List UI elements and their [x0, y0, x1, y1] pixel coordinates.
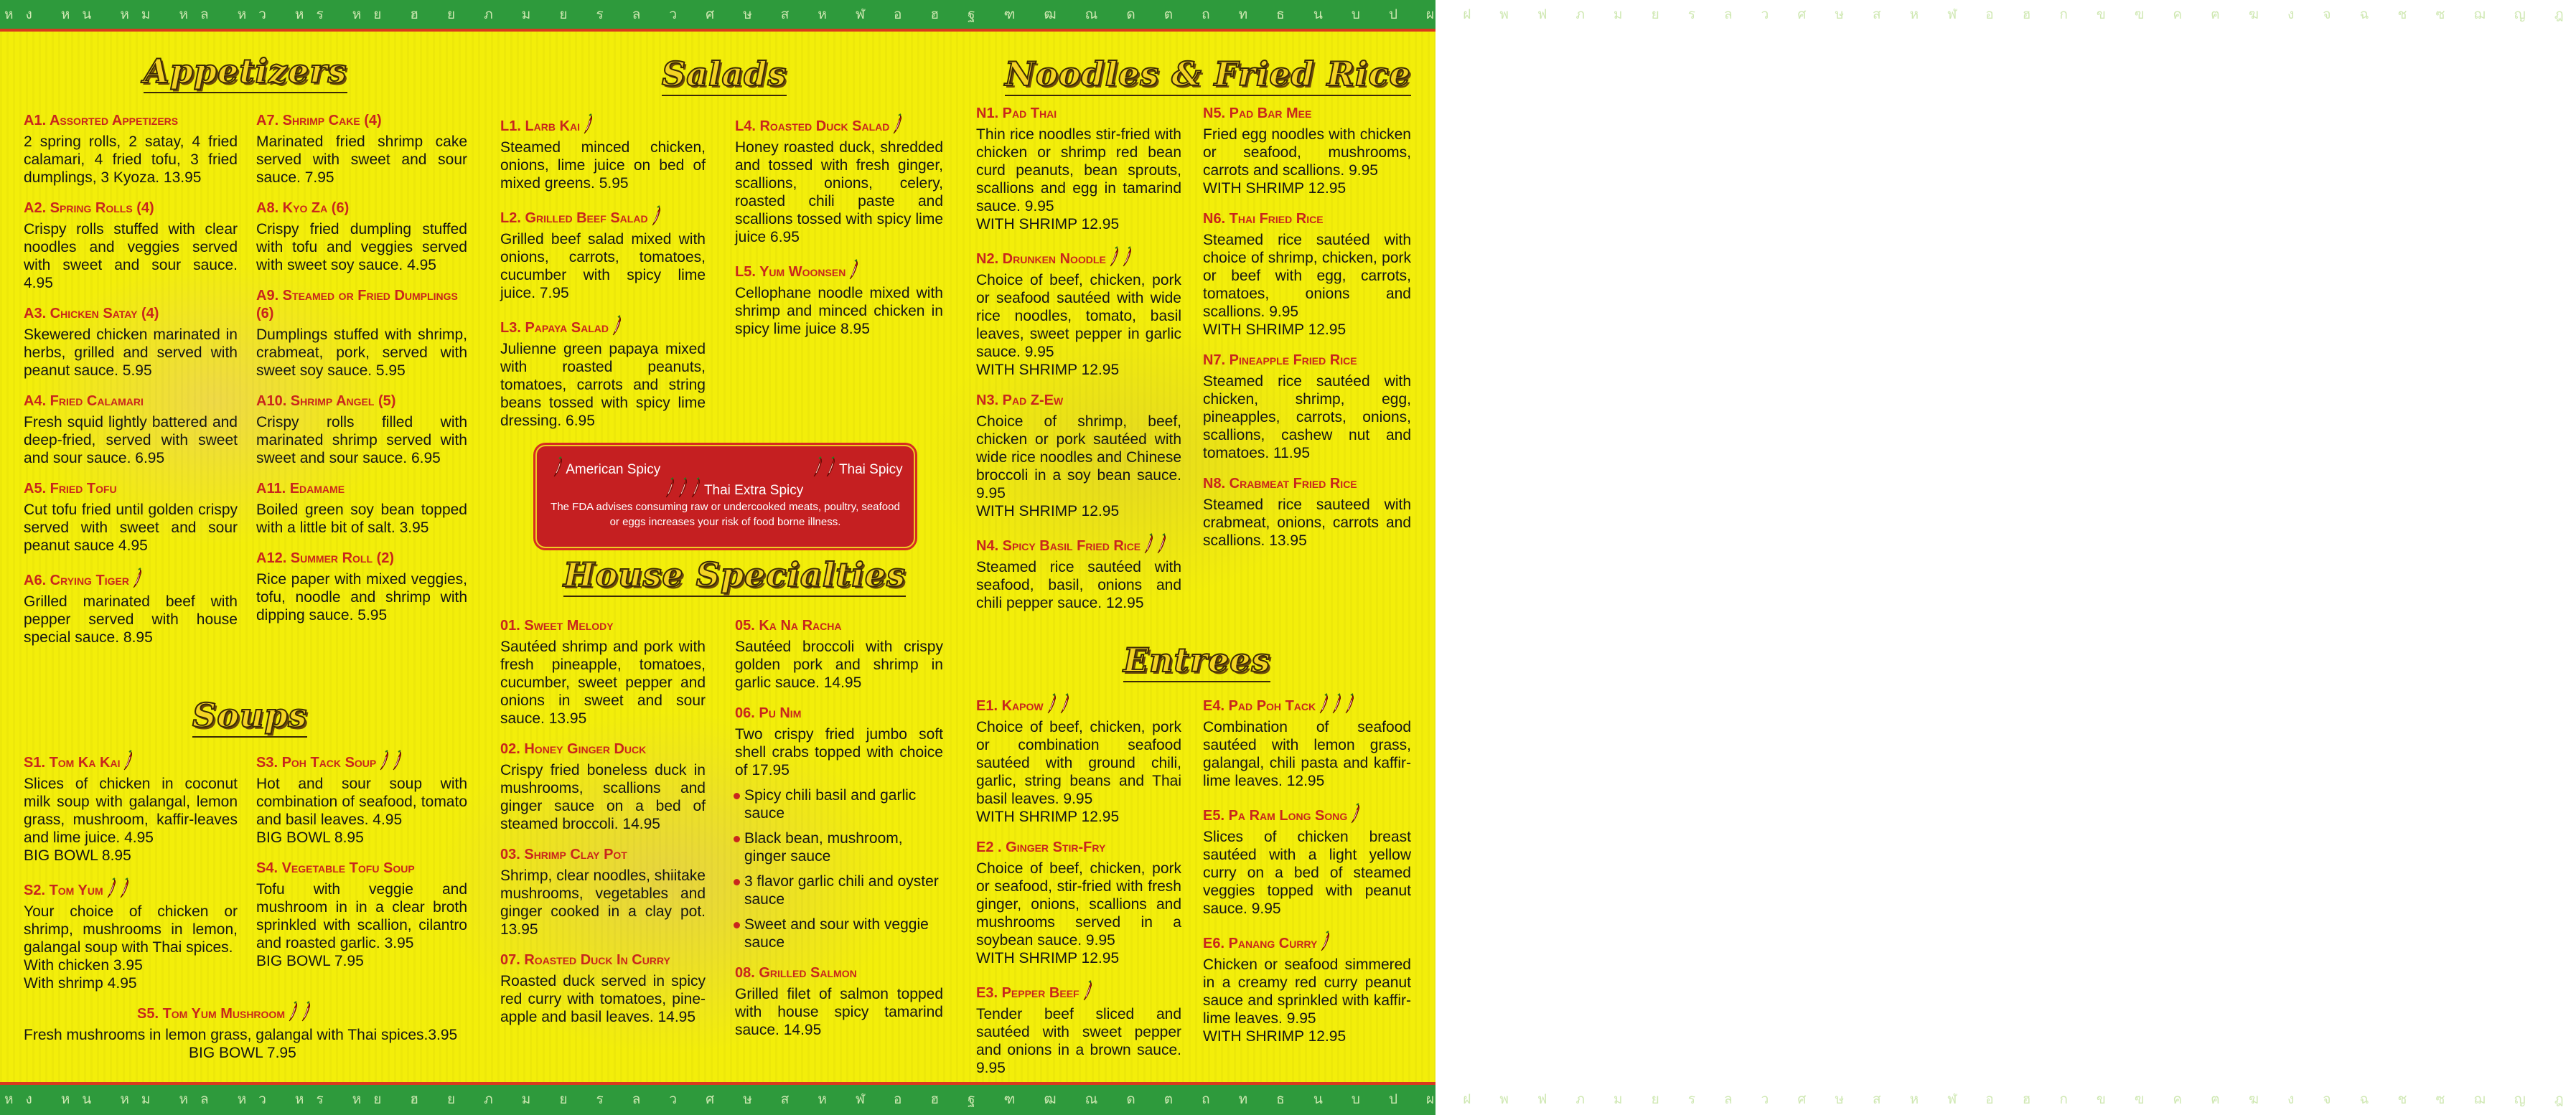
menu-item	[500, 951, 706, 1026]
menu-item-extra-price: With chicken 3.95	[24, 957, 143, 974]
menu-item	[735, 259, 943, 338]
menu-item	[500, 205, 706, 302]
menu-item-name-text: E1. Kapow	[976, 698, 1044, 714]
chili-pepper-icon	[690, 477, 701, 499]
menu-item	[735, 113, 943, 246]
menu-item	[500, 617, 706, 728]
menu-item-name-text: E4. Pad Poh Tack	[1203, 698, 1316, 714]
chili-pepper-icon	[892, 113, 902, 135]
menu-item-description: Fried egg noodles with chicken or seafood, mushrooms, carrots and scallions. 9.95	[1203, 126, 1411, 179]
menu-item	[976, 246, 1181, 379]
menu-item-name-text: N4. Spicy Basil Fried Rice	[976, 538, 1141, 554]
appetizers-column-2	[256, 112, 467, 637]
salads-column-1	[500, 113, 706, 443]
menu-item-name-text: A8. Kyo Za (6)	[256, 200, 350, 216]
menu-item	[24, 199, 238, 292]
menu-item-name	[256, 112, 467, 130]
menu-item	[500, 113, 706, 192]
menu-item-name	[735, 705, 943, 723]
menu-item-description: Honey roasted duck, shredded and tossed with fresh ginger, scallions, onions, celery, roasted chili paste and scallions tossed with spicy lime juice 6.95	[735, 139, 943, 245]
legend-pepper-icons	[662, 483, 701, 498]
menu-item-name-text: N6. Thai Fried Rice	[1203, 211, 1324, 227]
menu-item	[24, 1001, 467, 1062]
menu-item-extra-price: WITH SHRIMP 12.95	[976, 950, 1120, 966]
menu-item-name-text: A4. Fried Calamari	[24, 393, 144, 409]
chili-pepper-icon	[379, 750, 389, 771]
chili-pepper-icon	[1350, 803, 1360, 824]
menu-item-name	[1203, 210, 1411, 228]
chili-pepper-icon	[1059, 693, 1069, 715]
menu-item-description: Crispy rolls stuffed with clear noodles and veggies served with sweet and sour sauce. 4.95	[24, 221, 238, 291]
section-title-soups: Soups	[192, 696, 308, 735]
menu-item-name	[735, 259, 943, 281]
menu-item	[735, 705, 943, 951]
entrees-column-2	[1203, 693, 1411, 1058]
menu-item-description: Skewered chicken marinated in herbs, grilled and served with peanut sauce. 5.95	[24, 326, 238, 379]
menu-item-description: Steamed rice sauteed with crabmeat, onions, carrots and scallions. 13.95	[1203, 497, 1411, 549]
menu-item-name-text: A1. Assorted Appetizers	[24, 113, 179, 128]
chili-pepper-icon	[1156, 533, 1166, 555]
menu-item-name-text: N8. Crabmeat Fried Rice	[1203, 476, 1357, 491]
menu-item-description: Grilled filet of salmon topped with house spicy tamarind sauce. 14.95	[735, 986, 943, 1038]
menu-item-name-text: A7. Shrimp Cake (4)	[256, 113, 382, 128]
menu-item-name-text: S3. Poh Tack Soup	[256, 755, 377, 771]
soups-column-1	[24, 750, 238, 1005]
sauce-option	[735, 786, 943, 822]
menu-item-name	[976, 839, 1181, 857]
menu-item-name-text: A3. Chicken Satay (4)	[24, 306, 159, 321]
menu-item	[976, 105, 1181, 233]
legend-thai: Thai Spicy	[810, 456, 903, 478]
menu-item	[24, 878, 238, 992]
chili-pepper-icon	[1143, 533, 1153, 555]
menu-item-extra-price: WITH SHRIMP 12.95	[1203, 321, 1346, 338]
chili-pepper-icon	[106, 878, 116, 899]
menu-item	[1203, 931, 1411, 1045]
spicy-legend	[535, 445, 915, 548]
menu-item	[24, 480, 238, 555]
menu-item	[1203, 803, 1411, 918]
menu-item-name-text: N5. Pad Bar Mee	[1203, 105, 1312, 121]
menu-item-description: Sautéed broccoli with crispy golden pork and shrimp in garlic sauce. 14.95	[735, 639, 943, 691]
menu-item-name-text: L1. Larb Kai	[500, 118, 581, 134]
menu-item-extra-price: BIG BOWL 7.95	[256, 953, 364, 969]
menu-item	[256, 392, 467, 467]
menu-item-name-text: 01. Sweet Melody	[500, 618, 614, 634]
chili-pepper-icon	[1320, 931, 1330, 952]
menu-item-extra-price: WITH SHRIMP 12.95	[976, 809, 1120, 825]
menu-item-extra-price: BIG BOWL 8.95	[24, 847, 131, 864]
menu-item-description: Fresh squid lightly battered and deep-fried, served with sweet and sour sauce. 6.95	[24, 414, 238, 466]
menu-item	[976, 980, 1181, 1077]
menu-item	[1203, 352, 1411, 462]
thai-letter-border-top	[0, 0, 2576, 32]
menu-item-name-text: N2. Drunken Noodle	[976, 251, 1106, 267]
menu-item	[1203, 475, 1411, 550]
menu-item-name	[256, 480, 467, 498]
chili-pepper-icon	[123, 750, 133, 771]
menu-item	[24, 392, 238, 467]
menu-item	[1203, 693, 1411, 790]
soups-column-2	[256, 750, 467, 983]
menu-item-description: Tofu with veggie and mushroom in in a clear broth sprinkled with scallion, cilantro and roasted garlic. 3.95	[256, 881, 467, 951]
chili-pepper-icon	[651, 205, 661, 227]
menu-item-name	[256, 550, 467, 568]
menu-item-name-text: 06. Pu Nim	[735, 705, 802, 721]
menu-item	[976, 392, 1181, 520]
noodles-column-1	[976, 105, 1181, 625]
menu-item-name	[976, 392, 1181, 410]
menu-item-description: Sautéed shrimp and pork with fresh pineapple, tomatoes, cucumber, sweet pepper and onions in sweet and sour sauce. 13.95	[500, 639, 706, 727]
menu-item-name	[500, 951, 706, 969]
menu-item-description: Julienne green papaya mixed with roasted peanuts, tomatoes, carrots and string beans tossed with spicy lime dressing. 6.95	[500, 341, 706, 429]
section-title-house-specialties: House Specialties	[563, 555, 907, 594]
chili-pepper-icon	[848, 259, 858, 281]
menu-item-name	[735, 113, 943, 136]
legend-american: American Spicy	[550, 456, 660, 478]
bullet-icon	[734, 793, 740, 799]
menu-item-name-text: N7. Pineapple Fried Rice	[1203, 352, 1357, 368]
chili-pepper-icon	[301, 1001, 311, 1022]
chili-pepper-icon	[1319, 693, 1329, 715]
appetizers-column-1	[24, 112, 238, 659]
menu-item-name-text: A9. Steamed or Fried Dumplings (6)	[256, 288, 458, 321]
menu-item-name	[24, 878, 238, 900]
menu-item-description: Choice of beef, chicken, pork or seafood, stir-fried with fresh ginger, onions, scallions and mushrooms served in a soybean sauce. 9.95	[976, 860, 1181, 949]
menu-item-description: Choice of beef, chicken, pork or seafood sautéed with wide rice noodles, tomato, basil leaves, sweet pepper in garlic sauce. 9.95	[976, 272, 1181, 360]
menu-item-name-text: E6. Panang Curry	[1203, 936, 1318, 951]
menu-item	[256, 550, 467, 624]
menu-item-description: Fresh mushrooms in lemon grass, galangal with Thai spices.3.95	[24, 1027, 458, 1043]
menu-item-name	[256, 199, 467, 217]
menu-item-name	[735, 964, 943, 982]
menu-item	[24, 305, 238, 380]
menu-item-name	[500, 740, 706, 758]
menu-item-description: 2 spring rolls, 2 satay, 4 fried calamari, 4 fried tofu, 3 fried dumplings, 3 Kyoza. 13.95	[24, 133, 238, 186]
menu-item	[735, 964, 943, 1039]
fda-advisory: The FDA advises consuming raw or undercooked meats, poultry, seafood or eggs increases your risk of food borne illness.	[551, 501, 900, 528]
chili-pepper-icon	[1046, 693, 1057, 715]
menu-item-name	[976, 693, 1181, 715]
menu-item-description: Steamed rice sautéed with chicken, shrimp, egg, pineapples, carrots, onions, scallions, cashew nut and tomatoes. 11.95	[1203, 373, 1411, 461]
menu-item-name	[24, 480, 238, 498]
chili-pepper-icon	[612, 315, 622, 337]
menu-item-description: Crispy rolls filled with marinated shrimp served with sweet and sour sauce. 6.95	[256, 414, 467, 466]
menu-item-name-text: E2 . Ginger Stir-Fry	[976, 839, 1106, 855]
sauce-option-text: Spicy chili basil and garlic sauce	[744, 787, 917, 822]
menu-item	[256, 750, 467, 847]
menu-item-description: Combination of seafood sautéed with lemon grass, galangal, chili pasta and kaffir-lime leaves. 12.95	[1203, 719, 1411, 789]
menu-item-name-text: 02. Honey Ginger Duck	[500, 741, 647, 757]
menu-item-description: Slices of chicken breast sautéed with a light yellow curry on a bed of steamed veggies topped with peanut sauce. 9.95	[1203, 829, 1411, 917]
menu-item-name	[500, 617, 706, 635]
section-title-entrees: Entrees	[1123, 641, 1271, 679]
menu-item-description: Steamed rice sautéed with choice of shrimp, chicken, pork or beef with egg, carrots, tomatoes, onions and scallions. 9.95	[1203, 232, 1411, 320]
menu-item-extra-price: WITH SHRIMP 12.95	[1203, 180, 1346, 197]
menu-item-description: Marinated fried shrimp cake served with sweet and sour sauce. 7.95	[256, 133, 467, 186]
menu-item-extra-price: WITH SHRIMP 12.95	[976, 362, 1120, 378]
menu-item-name	[24, 305, 238, 323]
menu-item-name-text: E3. Pepper Beef	[976, 985, 1079, 1001]
menu-item-description: Hot and sour soup with combination of seafood, tomato and basil leaves. 4.95	[256, 776, 467, 828]
menu-item-description: Steamed rice sautéed with seafood, basil, onions and chili pepper sauce. 12.95	[976, 559, 1181, 611]
menu-item-description: Shrimp, clear noodles, shiitake mushrooms, vegetables and ginger cooked in a clay pot. 13.95	[500, 867, 706, 938]
menu-item-description: Your choice of chicken or shrimp, mushrooms in lemon, galangal soup with Thai spices.	[24, 903, 238, 956]
menu-item-name-text: S2. Tom Yum	[24, 883, 103, 898]
menu-item-name	[1203, 105, 1411, 123]
menu-item-extra-price: WITH SHRIMP 12.95	[976, 216, 1120, 232]
sauce-option-text: 3 flavor garlic chili and oyster sauce	[744, 873, 939, 908]
menu-item	[500, 315, 706, 430]
menu-item-name	[976, 533, 1181, 555]
menu-item	[976, 533, 1181, 612]
menu-item-name	[24, 750, 238, 772]
menu-item-name-text: A6. Crying Tiger	[24, 573, 129, 588]
sauce-option-text: Black bean, mushroom, ginger sauce	[744, 830, 903, 865]
menu-item	[976, 839, 1181, 967]
chili-pepper-icon	[119, 878, 129, 899]
menu-item	[500, 846, 706, 938]
menu-item-description: Two crispy fried jumbo soft shell crabs topped with choice of 17.95	[735, 726, 943, 778]
salads-column-2	[735, 113, 943, 351]
chili-pepper-icon	[678, 477, 688, 499]
menu-item-name	[24, 199, 238, 217]
menu-item-name	[1203, 931, 1411, 953]
menu-item-description: Choice of shrimp, beef, chicken or pork sautéed with wide rice noodles and Chinese broccoli in a soy bean sauce. 9.95	[976, 413, 1182, 502]
menu-item	[1203, 105, 1411, 197]
menu-item	[256, 860, 467, 970]
menu-item	[24, 112, 238, 187]
border-text: หง หน หม หล หว หร หย ฮ ย ภ ม ย ร ล ว ศ ษ ส ห ฬ อ ฮ ฐ ฑ ฒ ณ ด ต ถ ท ธ น บ ป ผ ฝ พ ฟ ภ ม ย ร ล ว ศ ษ ส ห ฬ อ ฮ ก ข ฃ ค ฅ ฆ ง จ ฉ ช ซ ฌ ญ ฎ	[4, 6, 2576, 22]
menu-item	[256, 480, 467, 537]
house-column-1	[500, 617, 706, 1039]
menu-item	[735, 617, 943, 692]
menu-item-name-text: A10. Shrimp Angel (5)	[256, 393, 396, 409]
legend-extra: Thai Extra Spicy	[662, 477, 803, 499]
menu-item-name-text: S1. Tom Ka Kai	[24, 755, 121, 771]
entrees-column-1	[976, 693, 1181, 1090]
soup-s5	[24, 1001, 467, 1075]
house-column-2	[735, 617, 943, 1052]
menu-item-name	[24, 1001, 467, 1023]
chili-pepper-icon	[812, 456, 823, 478]
menu-item-description: Choice of beef, chicken, pork or combination seafood sautéed with ground chili, garlic, string beans and Thai basil leaves. 9.95	[976, 719, 1181, 807]
menu-item-name-text: 08. Grilled Salmon	[735, 965, 857, 981]
bullet-icon	[734, 922, 740, 928]
section-title-noodles-fried-rice: Noodles & Fried Rice	[1005, 55, 1411, 93]
section-title-salads: Salads	[662, 55, 787, 93]
menu-item-name-text: E5. Pa Ram Long Song	[1203, 808, 1348, 824]
menu-item-name	[256, 860, 467, 878]
menu-item-name	[24, 112, 238, 130]
menu-item	[500, 740, 706, 833]
chili-pepper-icon	[1082, 980, 1092, 1002]
menu-item-name	[500, 846, 706, 864]
menu-item-description: Cellophane noodle mixed with shrimp and minced chicken in spicy lime juice 8.95	[735, 285, 943, 337]
chili-pepper-icon	[1109, 246, 1119, 268]
menu-item-description: Grilled marinated beef with pepper served with house special sauce. 8.95	[24, 593, 238, 646]
menu-item-name-text: A12. Summer Roll (2)	[256, 550, 395, 566]
menu-item-name	[256, 392, 467, 410]
menu-item-name-text: 03. Shrimp Clay Pot	[500, 847, 627, 862]
menu-item-name	[256, 750, 467, 772]
menu-item-name	[24, 392, 238, 410]
menu-item-name-text: S5. Tom Yum Mushroom	[137, 1006, 285, 1022]
chili-pepper-icon	[825, 456, 835, 478]
sauce-option	[735, 872, 943, 908]
menu-item-name	[976, 105, 1181, 123]
chili-pepper-icon	[392, 750, 402, 771]
legend-pepper-icons	[810, 462, 835, 477]
menu-item-name	[24, 568, 238, 590]
menu-item-name	[1203, 352, 1411, 370]
menu-item-extra-price: BIG BOWL 7.95	[189, 1045, 296, 1061]
sauce-option-text: Sweet and sour with veggie sauce	[744, 916, 929, 951]
menu-item-name	[735, 617, 943, 635]
chili-pepper-icon	[553, 456, 563, 478]
chili-pepper-icon	[665, 477, 675, 499]
menu-item-name	[500, 315, 706, 337]
menu-item-description: Slices of chicken in coconut milk soup with galangal, lemon grass, mushroom, kaffir-leaves and lime juice. 4.95	[24, 776, 238, 846]
bullet-icon	[734, 879, 740, 885]
menu-item-name	[1203, 693, 1411, 715]
menu-item-extra-price: With shrimp 4.95	[24, 975, 137, 992]
menu-item	[24, 568, 238, 646]
menu-item-name-text: A5. Fried Tofu	[24, 481, 117, 497]
menu-item	[1203, 210, 1411, 339]
menu-item-name-text: L2. Grilled Beef Salad	[500, 210, 648, 226]
menu-item-extra-price: BIG BOWL 8.95	[256, 829, 364, 846]
border-text: หง หน หม หล หว หร หย ฮ ย ภ ม ย ร ล ว ศ ษ ส ห ฬ อ ฮ ฐ ฑ ฒ ณ ด ต ถ ท ธ น บ ป ผ ฝ พ ฟ ภ ม ย ร ล ว ศ ษ ส ห ฬ อ ฮ ก ข ฃ ค ฅ ฆ ง จ ฉ ช ซ ฌ ญ ฎ	[4, 1091, 2576, 1107]
menu-item-description: Crispy fried dumpling stuffed with tofu and veggies served with sweet soy sauce. 4.95	[256, 221, 467, 273]
menu-item-name	[256, 287, 467, 323]
menu-item-extra-price: WITH SHRIMP 12.95	[976, 503, 1120, 519]
menu-item-description: Boiled green soy bean topped with a little bit of salt. 3.95	[256, 502, 467, 536]
thai-letter-border-bottom	[0, 1082, 2576, 1115]
chili-pepper-icon	[583, 113, 593, 135]
menu-item-description: Steamed minced chicken, onions, lime juice on bed of mixed greens. 5.95	[500, 139, 706, 192]
menu-item	[24, 750, 238, 865]
menu-item-name-text: A2. Spring Rolls (4)	[24, 200, 154, 216]
menu-item-name-text: L4. Roasted Duck Salad	[735, 118, 890, 134]
chili-pepper-icon	[1122, 246, 1132, 268]
menu-item-description: Dumplings stuffed with shrimp, crabmeat, pork, served with sweet soy sauce. 5.95	[256, 326, 467, 379]
menu-item-description: Thin rice noodles stir-fried with chicken or shrimp red bean curd peanuts, bean sprouts, scallions and egg in tamarind sauce. 9.95	[976, 126, 1181, 215]
menu-item-name	[1203, 475, 1411, 493]
menu-item-name-text: A11. Edamame	[256, 481, 345, 497]
menu-item-description: Rice paper with mixed veggies, tofu, noodle and shrimp with dipping sauce. 5.95	[256, 571, 467, 624]
menu-item-name-text: 07. Roasted Duck In Curry	[500, 952, 670, 968]
legend-pepper-icons	[550, 462, 563, 477]
sauce-option	[735, 916, 943, 951]
menu-item	[976, 693, 1181, 826]
menu-item-name-text: S4. Vegetable Tofu Soup	[256, 860, 415, 876]
menu-item-name	[1203, 803, 1411, 825]
chili-pepper-icon	[132, 568, 142, 589]
noodles-column-2	[1203, 105, 1411, 563]
menu-item	[256, 287, 467, 380]
chili-pepper-icon	[1344, 693, 1354, 715]
menu-item-description: Tender beef sliced and sautéed with sweet pepper and onions in a brown sauce. 9.95	[976, 1006, 1181, 1076]
menu-item-description: Chicken or seafood simmered in a creamy red curry peanut sauce and sprinkled with kaffir-lime leaves. 9.95	[1203, 956, 1411, 1027]
menu-item-description: Grilled beef salad mixed with onions, carrots, tomatoes, cucumber with spicy lime juice. 7.95	[500, 231, 706, 301]
sauce-option	[735, 829, 943, 865]
menu-item-name-text: L3. Papaya Salad	[500, 320, 609, 336]
menu-item-name	[976, 980, 1181, 1002]
menu-item-extra-price: WITH SHRIMP 12.95	[1203, 1028, 1346, 1045]
menu-item	[256, 199, 467, 274]
menu-item	[256, 112, 467, 187]
menu-item-name	[500, 113, 706, 136]
menu-item-description: Crispy fried boneless duck in mushrooms, scallions and ginger sauce on a bed of steamed broccoli. 14.95	[500, 762, 706, 832]
menu-item-name-text: L5. Yum Woonsen	[735, 264, 846, 280]
menu-item-name	[976, 246, 1181, 268]
menu-item-description: Cut tofu fried until golden crispy served with sweet and sour peanut sauce 4.95	[24, 502, 238, 554]
menu-item-name-text: 05. Ka Na Racha	[735, 618, 842, 634]
menu-item-description: Roasted duck served in spicy red curry with tomatoes, pine-apple and basil leaves. 14.95	[500, 973, 706, 1025]
chili-pepper-icon	[288, 1001, 298, 1022]
bullet-icon	[734, 836, 740, 842]
menu-item-name-text: N3. Pad Z-Ew	[976, 392, 1064, 408]
chili-pepper-icon	[1331, 693, 1341, 715]
menu-item-name-text: N1. Pad Thai	[976, 105, 1057, 121]
menu-item-name	[500, 205, 706, 227]
section-title-appetizers: Appetizers	[144, 52, 347, 90]
